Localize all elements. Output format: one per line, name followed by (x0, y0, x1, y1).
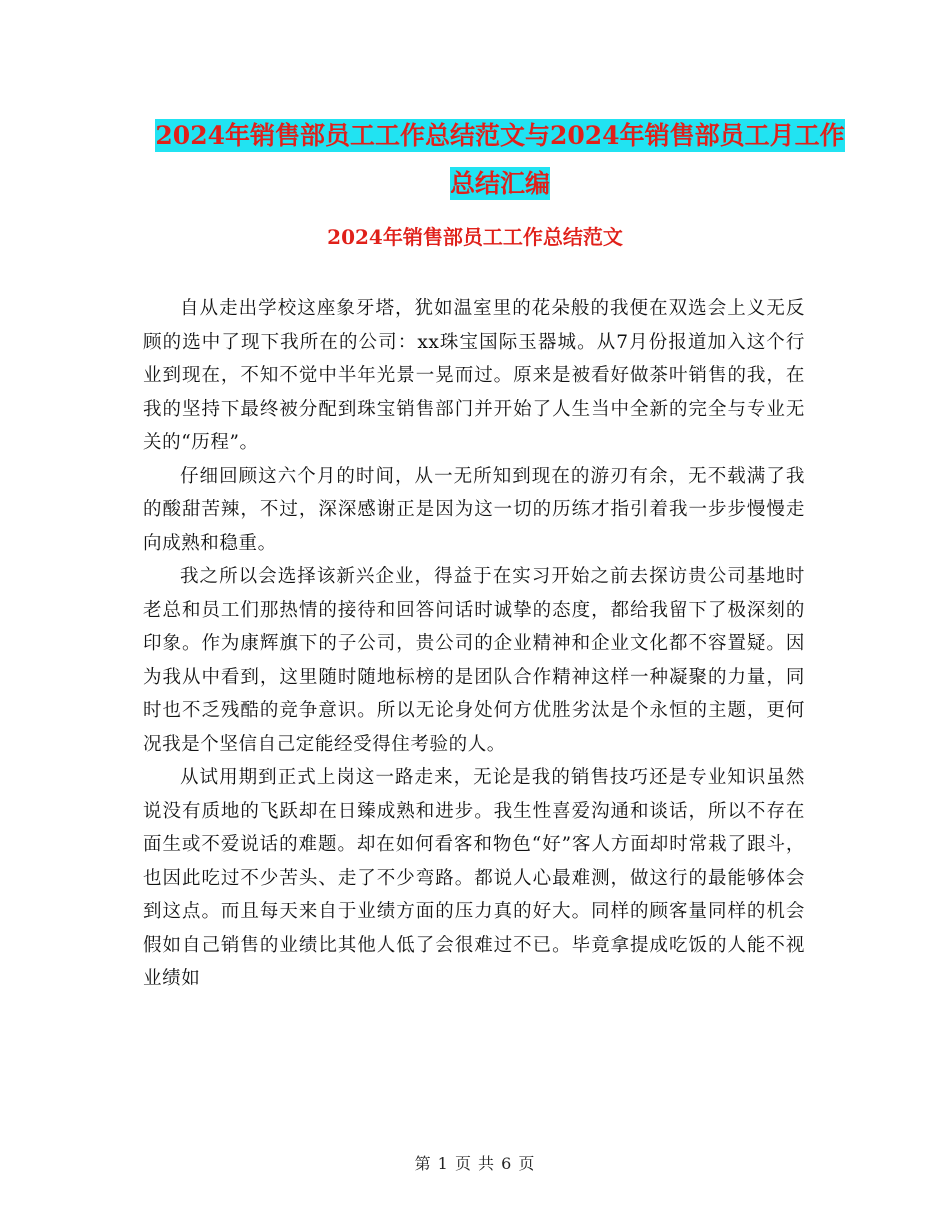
section-heading: 2024年销售部员工工作总结范文 (327, 225, 623, 249)
page-number-footer: 第 1 页 共 6 页 (414, 1154, 536, 1173)
paragraph: 自从走出学校这座象牙塔，犹如温室里的花朵般的我便在双选会上义无反顾的选中了现下我所在的公司：xx珠宝国际玉器城。从7月份报道加入这个行业到现在，不知不觉中半年光景一晃而过。原来是被看好做茶叶销售的我，在我的坚持下最终被分配到珠宝销售部门并开始了人生当中全新的完全与专业无关的“历程”。 (143, 298, 805, 453)
document-title (150, 112, 850, 208)
paragraph: 我之所以会选择该新兴企业，得益于在实习开始之前去探访贵公司基地时老总和员工们那热情的接待和回答问话时诚挚的态度，都给我留下了极深刻的印象。作为康辉旗下的子公司，贵公司的企业精神和企业文化都不容置疑。因为我从中看到，这里随时随地标榜的是团队合作精神这样一种凝聚的力量，同时也不乏残酷的竞争意识。所以无论身处何方优胜劣汰是个永恒的主题，更何况我是个坚信自己定能经受得住考验的人。 (143, 566, 805, 755)
document-title-text: 2024年销售部员工工作总结范文与2024年销售部员工月工作总结汇编 (155, 121, 845, 198)
document-body (143, 292, 805, 996)
paragraph: 仔细回顾这六个月的时间，从一无所知到现在的游刃有余，无不载满了我的酸甜苦辣，不过，深深感谢正是因为这一切的历练才指引着我一步步慢慢走向成熟和稳重。 (143, 465, 805, 554)
paragraph: 从试用期到正式上岗这一路走来，无论是我的销售技巧还是专业知识虽然说没有质地的飞跃却在日臻成熟和进步。我生性喜爱沟通和谈话，所以不存在面生或不爱说话的难题。却在如何看客和物色“好”客人方面却时常栽了跟斗，也因此吃过不少苦头、走了不少弯路。都说人心最难测，做这行的最能够体会到这点。而且每天来自于业绩方面的压力真的好大。同样的顾客量同样的机会假如自己销售的业绩比其他人低了会很难过不已。毕竟拿提成吃饭的人能不视业绩如 (143, 767, 805, 989)
